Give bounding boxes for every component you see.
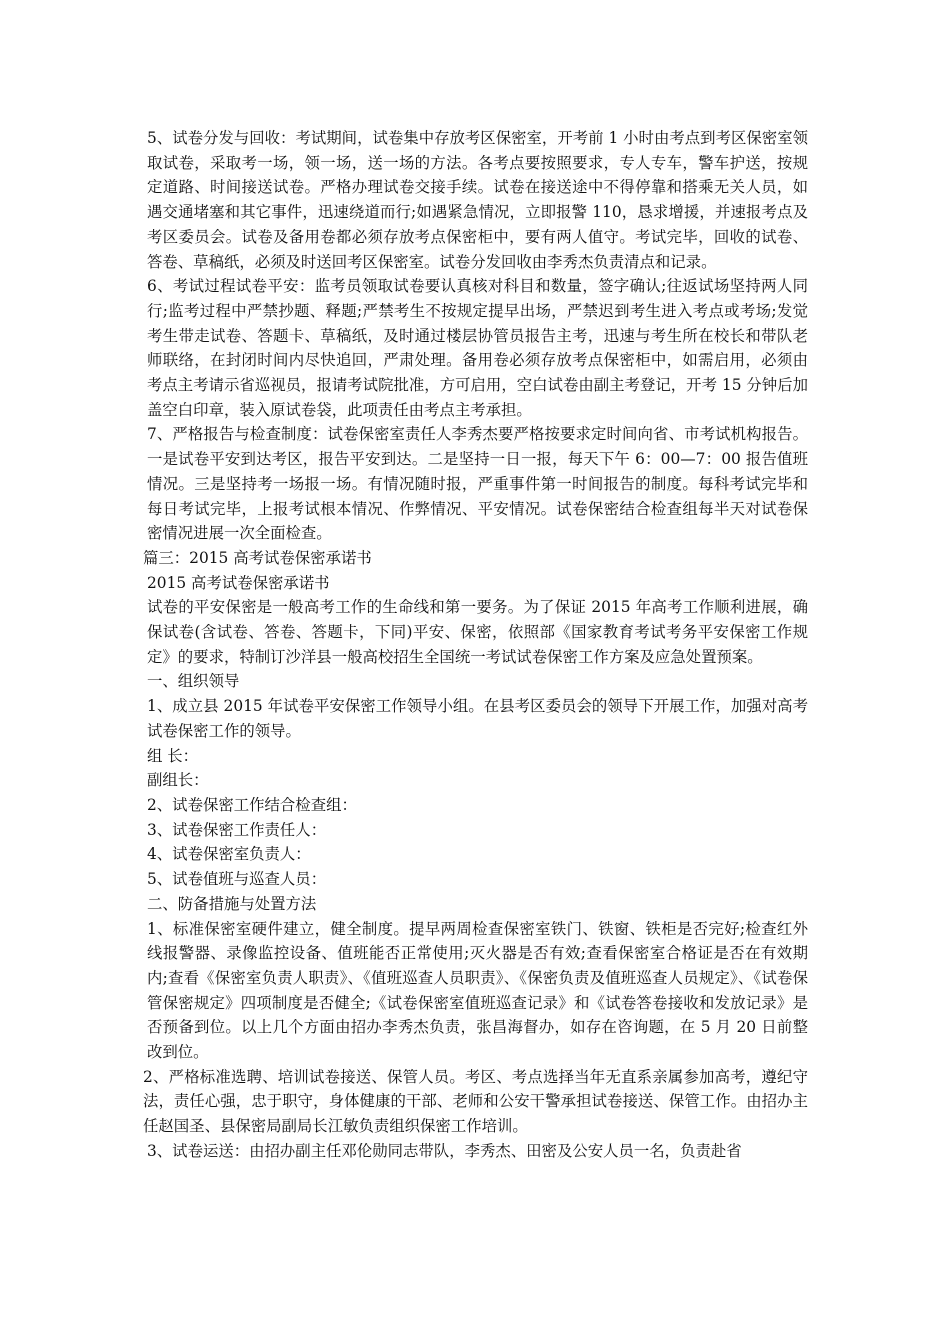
paragraph: 2、严格标准选聘、培训试卷接送、保管人员。考区、考点选择当年无直系亲属参加高考，遵纪守法，责任心强，忠于职守，身体健康的干部、老师和公安干警承担试卷接送、保管工作。由招办主任赵国圣、县保密局副局长江敏负责组织保密工作培训。 — [143, 1067, 808, 1136]
paragraph: 1、标准保密室硬件建立，健全制度。提早两周检查保密室铁门、铁窗、铁柜是否完好;检查红外线报警器、录像监控设备、值班能否正常使用;灭火器是否有效;查看保密室合格证是否在有效期内;查看《保密室负责人职责》、《值班巡查人员职责》、《保密负责及值班巡查人员规定》、《试卷保管保密规定》四项制度是否健全;《试卷保密室值班巡查记录》和《试卷答卷接收和发放记录》是否预备到位。以上几个方面由招办李秀杰负责，张昌海督办，如存在咨询题，在 5 月 20 日前整改到位。 — [147, 919, 808, 1062]
paragraph: 5、试卷分发与回收：考试期间，试卷集中存放考区保密室，开考前 1 小时由考点到考区保密室领取试卷，采取考一场，领一场，送一场的方法。各考点要按照要求，专人专车，警车护送，按规定道路、时间接送试卷。严格办理试卷交接手续。试卷在接送途中不得停靠和搭乘无关人员，如遇交通堵塞和其它事件，迅速绕道而行;如遇紧急情况，立即报警 110，恳求增援，并速报考点及考区委员会。试卷及备用卷都必须存放考点保密柜中，要有两人值守。考试完毕，回收的试卷、答卷、草稿纸，必须及时送回考区保密室。试卷分发回收由李秀杰负责清点和记录。 — [147, 129, 808, 271]
document-body — [143, 126, 808, 1164]
list-item: 5、试卷值班与巡查人员： — [147, 870, 327, 889]
section-heading: 篇三：2015 高考试卷保密承诺书 — [143, 548, 372, 567]
paragraph: 3、试卷运送：由招办副主任邓伦勋同志带队，李秀杰、田密及公安人员一名，负责赴省 — [147, 1141, 742, 1160]
list-item: 4、试卷保密室负责人： — [147, 845, 311, 864]
paragraph: 1、成立县 2015 年试卷平安保密工作领导小组。在县考区委员会的领导下开展工作，加强对高考试卷保密工作的领导。 — [147, 697, 808, 740]
list-item: 副组长： — [147, 771, 209, 790]
paragraph: 7、严格报告与检查制度：试卷保密室责任人李秀杰要严格按要求定时间向省、市考试机构报告。一是试卷平安到达考区，报告平安到达。二是坚持一日一报，每天下午 6：00—7：00 报告值班情况。三是坚持考一场报一场。有情况随时报，严重事件第一时间报告的制度。每科考试完毕和每日考试完毕，上报考试根本情况、作弊情况、平安情况。试卷保密结合检查组每半天对试卷保密情况进展一次全面检查。 — [147, 425, 808, 543]
list-item: 组 长： — [147, 746, 199, 765]
document-title: 2015 高考试卷保密承诺书 — [147, 573, 330, 592]
paragraph: 6、考试过程试卷平安：监考员领取试卷要认真核对科目和数量，签字确认;往返试场坚持两人同行;监考过程中严禁抄题、释题;严禁考生不按规定提早出场，严禁迟到考生进入考点或考场;发觉考生带走试卷、答题卡、草稿纸，及时通过楼层协管员报告主考，迅速与考生所在校长和带队老师联络，在封闭时间内尽快追回，严肃处理。备用卷必须存放考点保密柜中，如需启用，必须由考点主考请示省巡视员，报请考试院批准，方可启用，空白试卷由副主考登记，开考 15 分钟后加盖空白印章，装入原试卷袋，此项责任由考点主考承担。 — [147, 277, 808, 419]
list-item: 3、试卷保密工作责任人： — [147, 820, 327, 839]
paragraph: 试卷的平安保密是一般高考工作的生命线和第一要务。为了保证 2015 年高考工作顺利进展，确保试卷(含试卷、答卷、答题卡，下同)平安、保密，依照部《国家教育考试考务平安保密工作规定》的要求，特制订沙洋县一般高校招生全国统一考试试卷保密工作方案及应急处置预案。 — [147, 598, 808, 666]
section-heading: 一、组织领导 — [147, 672, 240, 691]
section-heading: 二、防备措施与处置方法 — [147, 894, 317, 913]
list-item: 2、试卷保密工作结合检查组： — [147, 795, 357, 814]
